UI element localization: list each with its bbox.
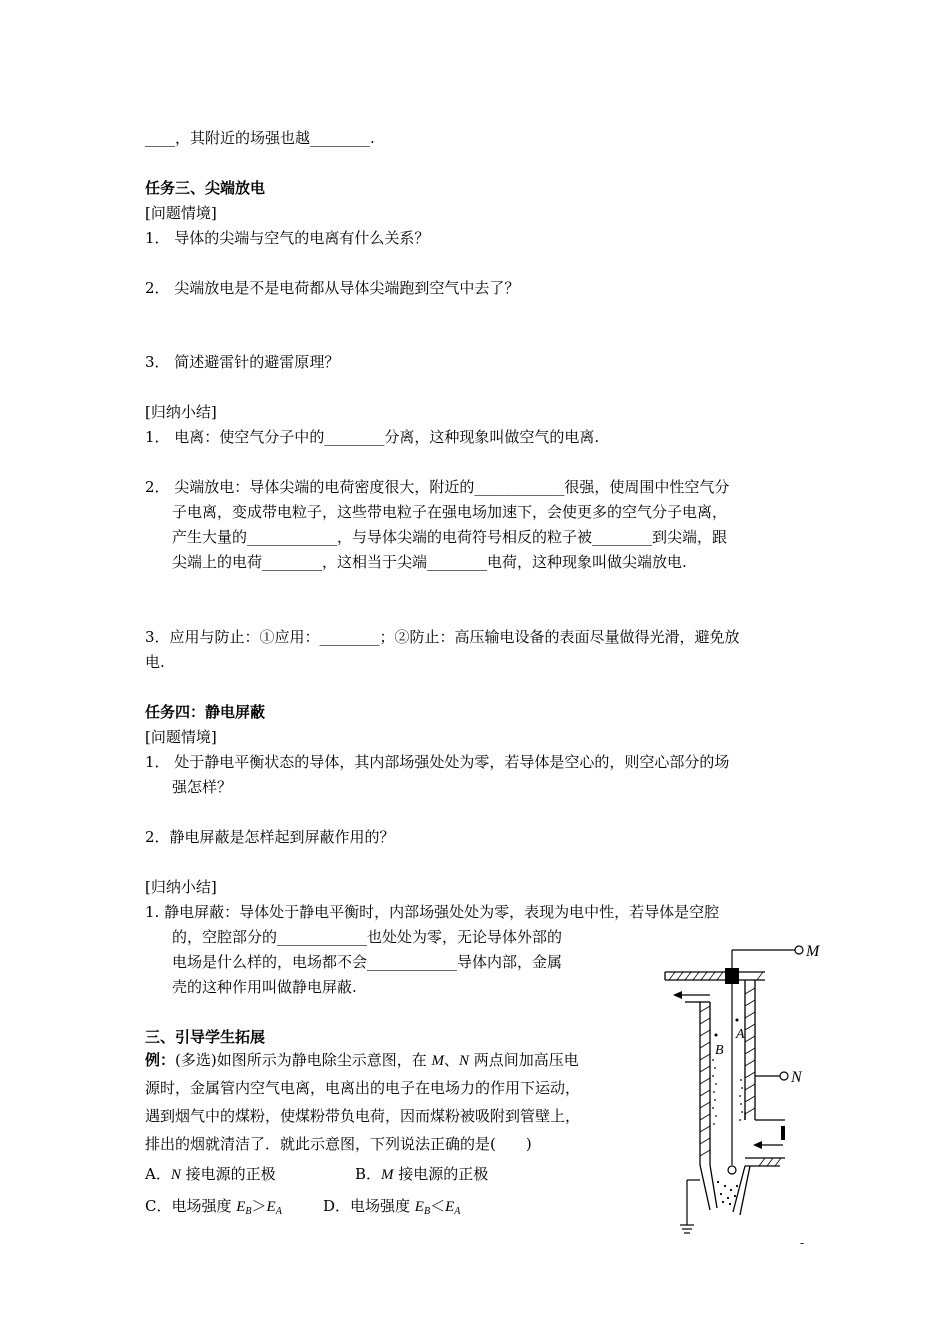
inlet-plug xyxy=(781,1126,785,1140)
funnel-left xyxy=(700,1165,710,1210)
question-1-cont: 强怎样？ xyxy=(172,778,233,796)
subscript-a: A xyxy=(275,1206,282,1217)
example-label: 例： xyxy=(145,1051,176,1069)
label-a: A xyxy=(736,1027,745,1042)
question-2: 2．静电屏蔽是怎样起到屏蔽作用的？ xyxy=(145,828,395,846)
option-c-prefix: C．电场强度 xyxy=(145,1197,237,1215)
summary-item-3: 3．应用与防止：①应用：________；②防止：高压输电设备的表面尽量做得光滑，避免放 xyxy=(145,628,740,646)
summary-item-1: 1． 电离：使空气分子中的________分离，这种现象叫做空气的电离. xyxy=(145,428,600,446)
example-text: (多选)如图所示为静电除尘示意图，在 xyxy=(175,1051,432,1069)
wire-weight xyxy=(728,1166,736,1174)
field-symbol: E xyxy=(266,1199,276,1215)
operator-lt: ＜ xyxy=(430,1197,446,1215)
electrostatic-precipitator-diagram xyxy=(655,940,835,1240)
option-d xyxy=(323,1196,460,1222)
dust-particles xyxy=(712,1059,743,1205)
label-m: M xyxy=(806,943,820,960)
section-title-extension: 三、引导学生拓展 xyxy=(145,1028,266,1046)
text-line: ____，其附近的场强也越________. xyxy=(145,129,375,147)
summary-item-2-cont: 子电离，变成带电粒子，这些带电粒子在强电场加速下，会使更多的空气分子电离， xyxy=(172,503,728,521)
point-n: N xyxy=(170,1167,181,1183)
summary-item-1: 1. 静电屏蔽：导体处于静电平衡时，内部场强处处为零，表现为电中性，若导体是空腔 xyxy=(145,903,720,921)
question-1: 1． 导体的尖端与空气的电离有什么关系？ xyxy=(145,229,430,247)
option-b xyxy=(355,1164,488,1185)
point-b-marker xyxy=(715,1034,718,1037)
problem-context-label: [问题情境] xyxy=(145,728,217,746)
summary-label: [归纳小结] xyxy=(145,403,217,421)
summary-item-1-cont: 的，空腔部分的____________也处处为零，无论导体外部的 xyxy=(172,928,563,946)
example-text: 两点间加高压电 xyxy=(469,1051,579,1069)
section-title-task4: 任务四：静电屏蔽 xyxy=(145,703,266,721)
label-n: N xyxy=(791,1069,802,1086)
question-3: 3． 简述避雷针的避雷原理？ xyxy=(145,353,340,371)
summary-item-1-cont: 壳的这种作用叫做静电屏蔽. xyxy=(172,978,357,996)
subscript-b: B xyxy=(423,1206,431,1217)
option-d-prefix: D．电场强度 xyxy=(323,1197,415,1215)
option-a-prefix: A． xyxy=(145,1165,171,1183)
option-b-text: 接电源的正极 xyxy=(393,1165,489,1183)
point-n: N xyxy=(459,1053,470,1069)
example-line: 排出的烟就清洁了．就此示意图，下列说法正确的是( ) xyxy=(145,1135,532,1153)
subscript-b: B xyxy=(245,1206,252,1217)
summary-label: [归纳小结] xyxy=(145,878,217,896)
flow-arrow-left-icon xyxy=(673,991,710,999)
summary-item-2-cont: 尖端上的电荷________，这相当于尖端________电荷，这种现象叫做尖端放电. xyxy=(172,553,687,571)
terminal-n xyxy=(780,1072,788,1080)
point-m: M xyxy=(431,1053,444,1069)
funnel-right xyxy=(740,1166,750,1215)
option-a-text: 接电源的正极 xyxy=(180,1165,276,1183)
field-symbol: E xyxy=(414,1199,424,1215)
problem-context-label: [问题情境] xyxy=(145,204,217,222)
funnel-left-inner xyxy=(710,1165,717,1208)
example-line: 遇到烟气中的煤粉，使煤粉带负电荷，因而煤粉被吸附到管壁上， xyxy=(145,1107,581,1125)
wall-hatching xyxy=(669,972,781,1166)
insulator-block xyxy=(725,968,739,984)
footer-mark: - xyxy=(800,1236,805,1250)
subscript-a: A xyxy=(454,1206,461,1217)
label-b: B xyxy=(715,1043,724,1058)
example-line xyxy=(145,1050,579,1071)
field-symbol: E xyxy=(445,1199,455,1215)
field-symbol: E xyxy=(236,1199,246,1215)
terminal-m xyxy=(795,946,803,954)
section-title-task3: 任务三、尖端放电 xyxy=(145,179,266,197)
option-c xyxy=(145,1196,282,1222)
summary-item-2: 2． 尖端放电：导体尖端的电荷密度很大，附近的____________很强，使周围中性空气分 xyxy=(145,478,730,496)
flow-arrow-inlet-icon xyxy=(753,1141,783,1149)
option-a xyxy=(145,1164,276,1185)
operator-gt: ＞ xyxy=(251,1197,267,1215)
point-a-marker xyxy=(736,1019,739,1022)
ground-icon xyxy=(680,1225,694,1233)
summary-item-2-cont: 产生大量的____________，与导体尖端的电荷符号相反的粒子被________到尖端，跟 xyxy=(172,528,728,546)
separator: 、 xyxy=(444,1051,460,1069)
question-1: 1． 处于静电平衡状态的导体，其内部场强处处为零，若导体是空心的，则空心部分的场 xyxy=(145,753,730,771)
point-m: M xyxy=(381,1167,394,1183)
summary-item-1-cont: 电场是什么样的，电场都不会____________导体内部，金属 xyxy=(172,953,563,971)
option-b-prefix: B． xyxy=(355,1165,382,1183)
question-2: 2． 尖端放电是不是电荷都从导体尖端跑到空气中去了？ xyxy=(145,279,520,297)
example-line: 源时，金属管内空气电离，电离出的电子在电场力的作用下运动， xyxy=(145,1079,581,1097)
summary-item-3-cont: 电. xyxy=(145,653,165,671)
